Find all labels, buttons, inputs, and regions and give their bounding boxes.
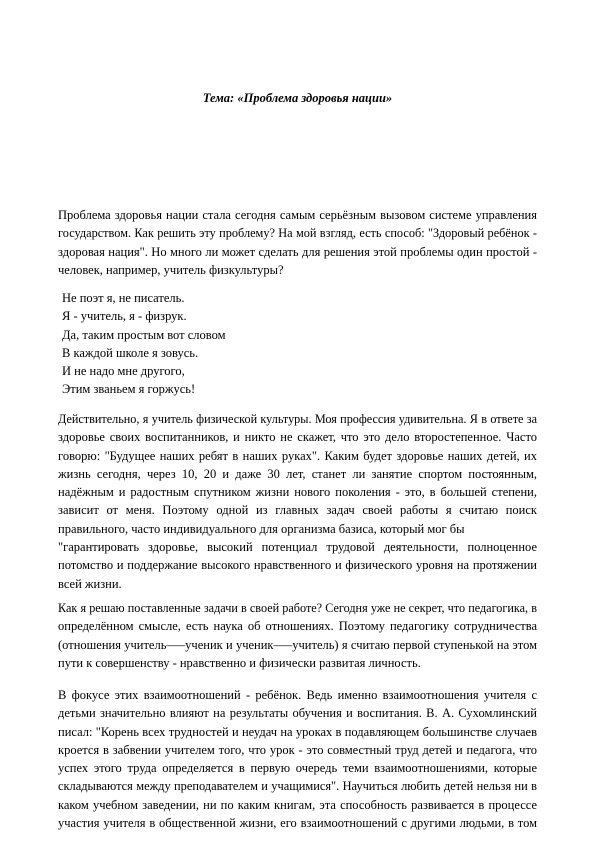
- text-line: Действительно, я учитель физической культуры. Моя профессия удивительна. Я в ответе за: [58, 412, 537, 426]
- paragraph-intro: [58, 206, 537, 279]
- poem-line: В каждой школе я зовусь.: [62, 345, 199, 360]
- text-line: государством. Как решить эту проблему? На мой взгляд, есть способ: "Здоровый ребёнок -: [58, 226, 537, 241]
- poem-line: Да, таким простым вот словом: [62, 327, 226, 342]
- text-line: зависит от меня. Поэтому одной из главных задач своей работы я считаю поиск: [58, 503, 537, 518]
- text-line: правильного, часто индивидуального для организма базиса, который мог бы: [58, 521, 465, 536]
- text-line: надёжным и радостным спутником жизни нового поколения - это, в большей степени,: [58, 485, 537, 500]
- text-line: (отношения учитель–––ученик и ученик–––учитель) я считаю первой ступенькой на этом: [58, 637, 537, 652]
- text-line: "гарантировать здоровье, высокий потенциал трудовой деятельности, полноценное: [58, 540, 537, 555]
- poem-line: Не поэт я, не писатель.: [62, 291, 185, 305]
- text-line: Проблема здоровья нации стала сегодня самым серьёзным вызовом системе управления: [58, 208, 537, 222]
- poem-line: И не надо мне другого,: [62, 364, 185, 379]
- text-line: говорю: "Будущее наших ребят в наших руках". Каким будет здоровье наших детей, их: [58, 448, 537, 463]
- text-line: успех этого труда определяется в первую очередь теми взаимоотношениями, которые: [58, 761, 537, 776]
- text-line: В фокусе этих взаимоотношений - ребёнок. Ведь именно взаимоотношения учителя с: [58, 688, 537, 702]
- text-line: жизнь сегодня, через 10, 20 и даже 30 лет, станет ли занятие спортом постоянным,: [58, 466, 537, 481]
- paragraph-profession: [58, 410, 537, 593]
- text-line: пути к совершенству - нравственно и физически развитая личность.: [58, 655, 421, 670]
- text-line: каком учебном заведении, ни по каким книгам, эта способность развивается в процессе: [58, 797, 537, 812]
- poem-line: Этим званьем я горжусь!: [62, 382, 196, 397]
- text-line: участия учителя в общественной жизни, его взаимоотношений с другими людьми, в том: [58, 816, 537, 831]
- paragraph-focus: [58, 686, 537, 832]
- text-line: кроется в забвении учителем того, что урок - это совместный труд детей и педагога, что: [58, 742, 537, 757]
- text-line: здоровая нация". Но много ли может сделать для решения этой проблемы один простой -: [58, 244, 537, 259]
- text-line: определённом смысле, есть наука об отношениях. Поэтому педагогику сотрудничества: [58, 619, 537, 634]
- poem: [62, 289, 226, 399]
- text-line: Как я решаю поставленные задачи в своей работе? Сегодня уже не секрет, что педагогика, в: [58, 601, 537, 615]
- text-line: потомство и поддержание высокого нравственного и физического уровня на протяжении: [58, 558, 537, 573]
- text-line: писал: "Корень всех трудностей и неудач на уроках в подавляющем большинстве случаев: [58, 724, 537, 739]
- text-line: здоровье своих воспитанников, и никто не скажет, что это дело второстепенное. Часто: [58, 430, 537, 445]
- text-line: складываются между преподавателем и учащимися". Научиться любить детей нельзя ни в: [58, 779, 537, 794]
- text-line: человек, например, учитель физкультуры?: [58, 262, 284, 277]
- poem-line: Я - учитель, я - физрук.: [62, 309, 187, 324]
- paragraph-pedagogy: [58, 599, 537, 672]
- text-line: детьми значительно влияют на результаты обучения и воспитания. В. А. Сухомлинский: [58, 706, 537, 721]
- document-title: Тема: «Проблема здоровья нации»: [202, 91, 393, 105]
- text-line: всей жизни.: [58, 576, 122, 591]
